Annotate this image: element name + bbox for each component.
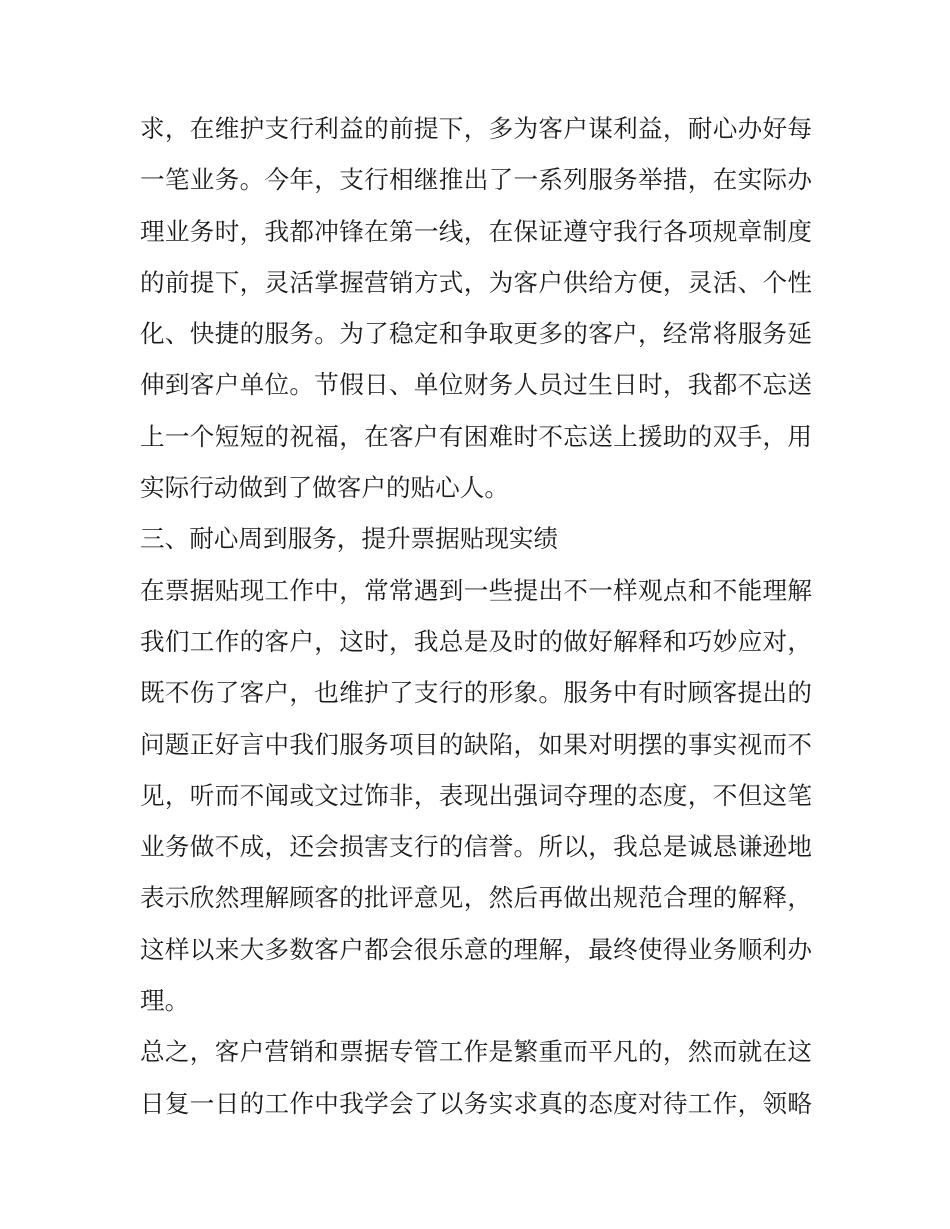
text-line: 在票据贴现工作中，常常遇到一些提出不一样观点和不能理解 [140,575,812,605]
text-line: 伸到客户单位。节假日、单位财务人员过生日时，我都不忘送 [140,370,812,400]
text-line: 实际行动做到了做客户的贴心人。 [140,473,509,503]
text-line: 理。 [140,986,190,1016]
document-body [140,103,812,1129]
text-line: 理业务时，我都冲锋在第一线，在保证遵守我行各项规章制度 [140,216,812,246]
section-heading: 三、耐心周到服务，提升票据贴现实绩 [140,524,559,554]
text-line: 总之，客户营销和票据专管工作是繁重而平凡的，然而就在这 [140,1037,812,1067]
text-line: 我们工作的客户，这时，我总是及时的做好解释和巧妙应对， [140,626,812,656]
text-line: 化、快捷的服务。为了稳定和争取更多的客户，经常将服务延 [140,319,812,349]
text-line: 既不伤了客户，也维护了支行的形象。服务中有时顾客提出的 [140,678,812,708]
text-line: 见，听而不闻或文过饰非，表现出强词夺理的态度，不但这笔 [140,780,812,810]
text-line: 表示欣然理解顾客的批评意见，然后再做出规范合理的解释， [140,883,812,913]
text-line: 日复一日的工作中我学会了以务实求真的态度对待工作，领略 [140,1088,812,1118]
text-line: 问题正好言中我们服务项目的缺陷，如果对明摆的事实视而不 [140,729,812,759]
text-line: 的前提下，灵活掌握营销方式，为客户供给方便，灵活、个性 [140,267,812,297]
text-line: 业务做不成，还会损害支行的信誉。所以，我总是诚恳谦逊地 [140,832,812,862]
text-line: 求，在维护支行利益的前提下，多为客户谋利益，耐心办好每 [140,114,812,143]
text-line: 上一个短短的祝福，在客户有困难时不忘送上援助的双手，用 [140,421,812,451]
text-line: 这样以来大多数客户都会很乐意的理解，最终使得业务顺利办 [140,934,812,964]
text-line: 一笔业务。今年，支行相继推出了一系列服务举措，在实际办 [140,165,812,195]
